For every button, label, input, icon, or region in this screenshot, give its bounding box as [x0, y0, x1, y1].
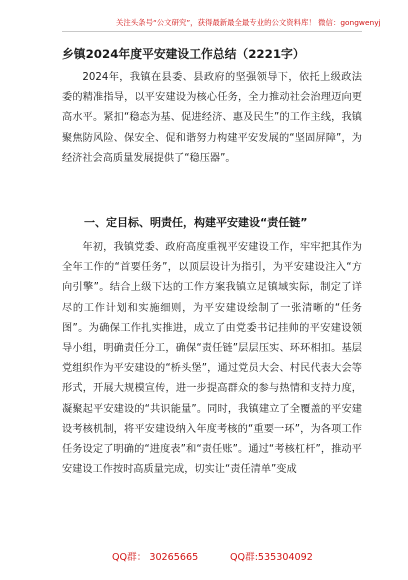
section-heading-1: 一、定目标、明责任，构建平安建设“责任链” [84, 216, 308, 229]
footer [0, 548, 408, 568]
footer-qq-group-1: QQ群： 30265665 [112, 552, 199, 563]
header-banner [0, 0, 408, 40]
section-1-paragraph: 年初，我镇党委、政府高度重视平安建设工作，牢牢把其作为全年工作的“首要任务”，以顶层设计为指引，为平安建设注入“方向引擎”。结合上级下达的工作方案我镇立足镇域实际，制定了详尽的工作计划和实施细则，为平安建设绘制了一张清晰的“任务图”。为确保工作扎实推进，成立了由党委书记挂帅的平安建设领导小组，明确责任分工，确保“责任链”层层压实、环环相扣。基层党组织作为平安建设的“桥头堡”，通过党员大会、村民代表大会等形式，开展大规模宣传，进一步提高群众的参与热情和支持力度，凝聚起平安建设的“共识能量”。同时，我镇建立了全覆盖的平安建设考核机制，将平安建设纳入年度考核的“重要一环”，为各项工作任务设定了明确的“进度表”和“责任账”。通过“考核杠杆”，推动平安建设工作按时高质量完成，切实让“责任清单”变成 [62, 242, 362, 476]
header-divider [62, 31, 362, 32]
intro-paragraph: 2024年，我镇在县委、县政府的坚强领导下，依托上级政法委的精准指导，以平安建设为核心任务，全力推动社会治理迈向更高水平。紧扣“稳态为基、促进经济、惠及民生”的工作主线，我镇聚焦防风险、保安全、促和谐努力构建平安发展的“坚固屏障”，为经济社会高质量发展提供了“稳压器”。 [62, 72, 362, 164]
promo-banner-text: 关注头条号“公文研究”，获得最新最全最专业的公文资料库！ 微信：gongwenyj [116, 18, 381, 27]
document-title: 乡镇2024年度平安建设工作总结（2221字） [62, 47, 305, 61]
footer-qq-group-2: QQ群:535304092 [230, 552, 313, 563]
